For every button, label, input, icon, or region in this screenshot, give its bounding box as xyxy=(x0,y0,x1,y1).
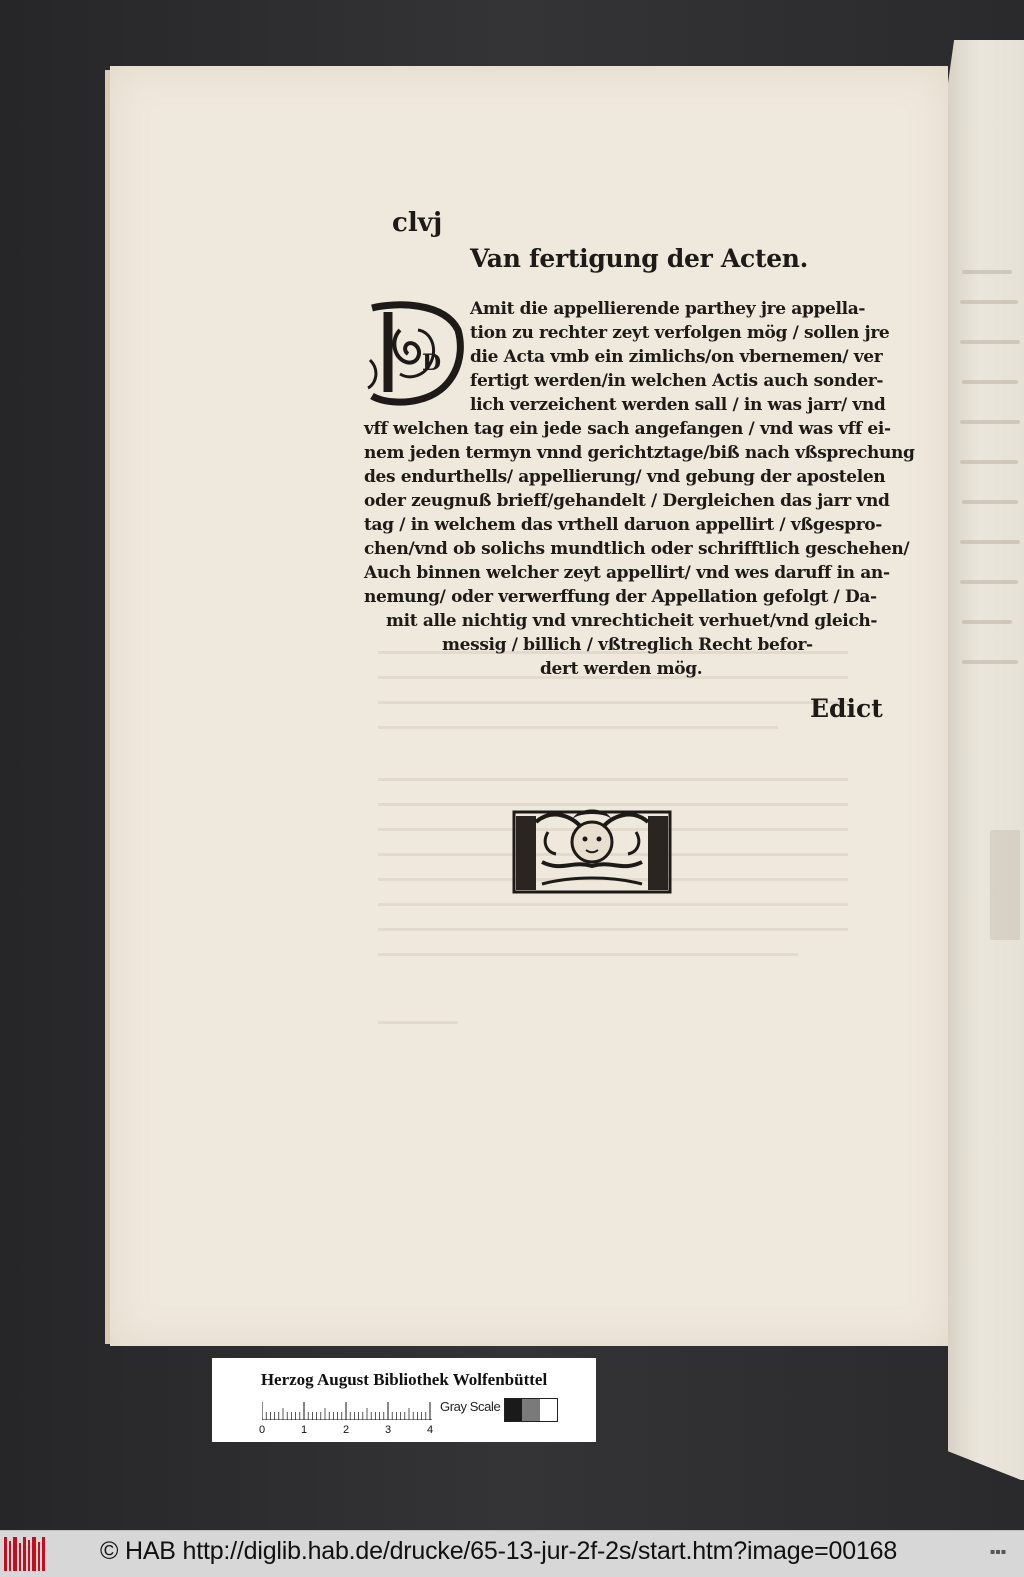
facing-page-text-bleed xyxy=(962,620,1012,624)
text-line: chen/vnd ob solichs mundtlich oder schrifftlich geschehen/ xyxy=(364,539,910,559)
show-through-line xyxy=(378,1021,458,1024)
page-heading: Van fertigung der Acten. xyxy=(470,244,809,273)
drop-cap-letter: D xyxy=(422,350,442,376)
woodcut-ornament xyxy=(512,802,672,896)
scale-ruler xyxy=(262,1400,432,1420)
facing-page xyxy=(948,40,1024,1480)
ruler-number: 4 xyxy=(427,1424,434,1436)
catchword: Edict xyxy=(810,694,883,723)
footer-bar xyxy=(0,1530,1024,1577)
folio-number: clvj xyxy=(392,208,443,238)
text-line: fertigt werden/in welchen Actis auch sonder- xyxy=(470,371,884,391)
text-line: oder zeugnuß brieff/gehandelt / Dergleichen das jarr vnd xyxy=(364,491,890,511)
facing-page-text-bleed xyxy=(962,270,1012,274)
ruler-number: 0 xyxy=(259,1424,266,1436)
text-line: dert werden mög. xyxy=(540,659,703,679)
decorated-initial xyxy=(366,300,464,406)
gray-swatch-white xyxy=(540,1399,557,1421)
facing-page-ornament-bleed xyxy=(990,830,1020,940)
facing-page-text-bleed xyxy=(960,420,1020,424)
ruler-number: 3 xyxy=(385,1424,392,1436)
facing-page-text-bleed xyxy=(960,300,1018,304)
text-line: tion zu rechter zeyt verfolgen mög / sollen jre xyxy=(470,323,890,343)
library-label-card xyxy=(212,1358,596,1442)
show-through-line xyxy=(378,928,848,931)
facing-page-text-bleed xyxy=(960,460,1018,464)
show-through-line xyxy=(378,903,848,906)
facing-page-text-bleed xyxy=(962,660,1018,664)
text-line: Auch binnen welcher zeyt appellirt/ vnd wes daruff in an- xyxy=(364,563,890,583)
facing-page-text-bleed xyxy=(962,500,1018,504)
ruler-number: 2 xyxy=(343,1424,350,1436)
facing-page-text-bleed xyxy=(962,380,1018,384)
gray-swatch-mid xyxy=(522,1399,539,1421)
library-name: Herzog August Bibliothek Wolfenbüttel xyxy=(260,1370,548,1389)
gray-scale-label: Gray Scale xyxy=(440,1399,501,1414)
text-line: nemung/ oder verwerffung der Appellation gefolgt / Da- xyxy=(364,587,877,607)
text-line: lich verzeichent werden sall / in was jarr/ vnd xyxy=(470,395,886,415)
gray-scale-swatches xyxy=(504,1398,558,1422)
show-through-line xyxy=(378,701,848,704)
hab-barcode-logo-icon xyxy=(4,1537,46,1571)
facing-page-text-bleed xyxy=(960,340,1020,344)
text-line: mit alle nichtig vnd vnrechticheit verhuet/vnd gleich- xyxy=(386,611,878,631)
text-line: Amit die appellierende parthey jre appella- xyxy=(470,299,866,319)
show-through-line xyxy=(378,953,798,956)
text-line: messig / billich / vßtreglich Recht befor- xyxy=(442,635,813,655)
text-line: tag / in welchem das vrthell daruon appellirt / vßgespro- xyxy=(364,515,882,535)
show-through-line xyxy=(378,778,848,781)
text-line: des endurthells/ appellierung/ vnd gebung der apostelen xyxy=(364,467,886,487)
facing-page-text-bleed xyxy=(960,580,1018,584)
show-through-line xyxy=(378,726,778,729)
footer-dots: ▪▪▪ xyxy=(990,1547,1007,1556)
text-line: vff welchen tag ein jede sach angefangen / vnd was vff ei- xyxy=(364,419,891,439)
ruler-number: 1 xyxy=(301,1424,308,1436)
text-line: die Acta vmb ein zimlichs/on vbernemen/ ver xyxy=(470,347,883,367)
gray-swatch-dark xyxy=(505,1399,522,1421)
copyright-url[interactable]: © HAB http://diglib.hab.de/drucke/65-13-jur-2f-2s/start.htm?image=00168 xyxy=(100,1537,898,1565)
facing-page-text-bleed xyxy=(960,540,1020,544)
text-line: nem jeden termyn vnnd gerichtztage/biß nach vßsprechung xyxy=(364,443,915,463)
